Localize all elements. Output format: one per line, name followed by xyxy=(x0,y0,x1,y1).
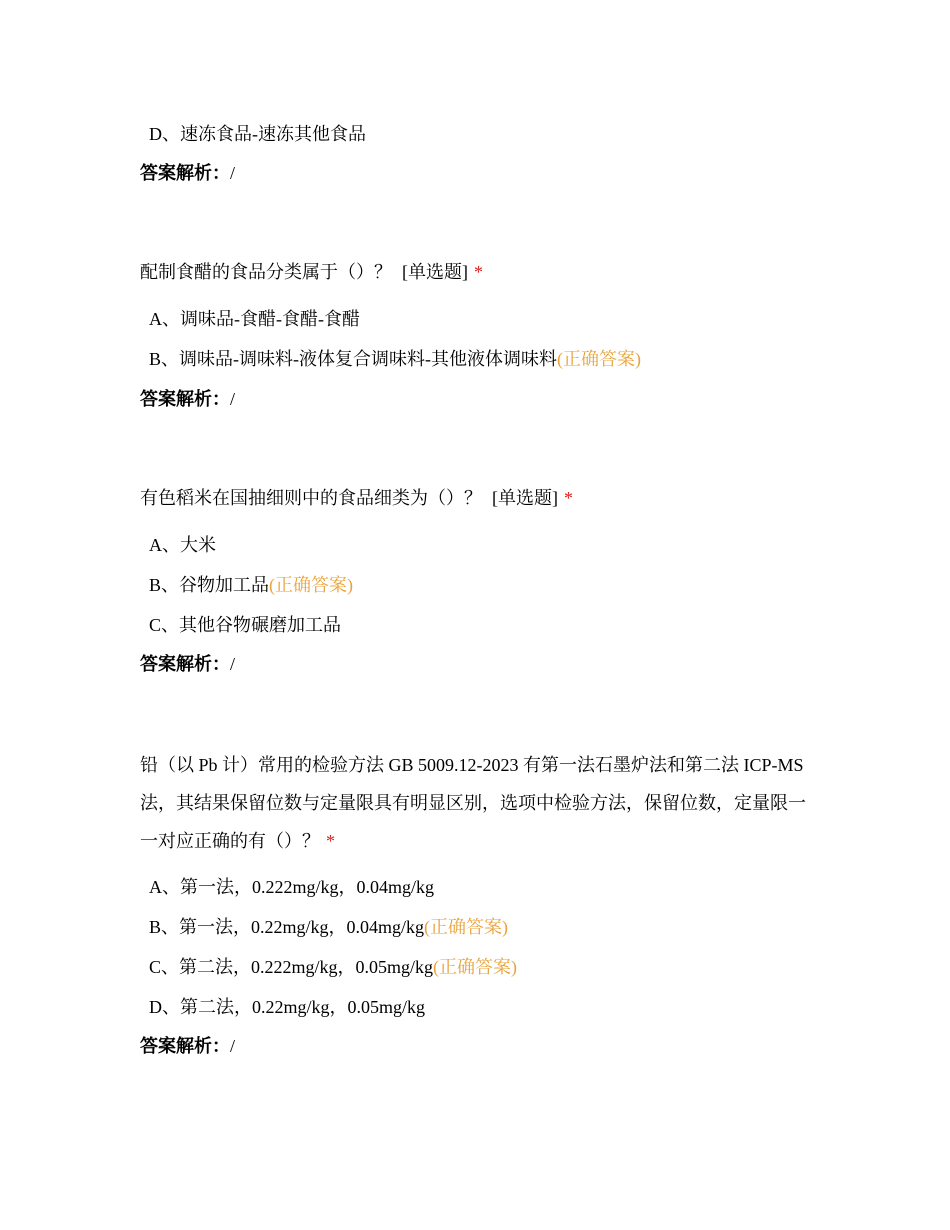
correct-answer-tag: (正确答案) xyxy=(424,917,509,937)
q2-option-b xyxy=(149,573,353,597)
q3-analysis xyxy=(140,1034,235,1058)
q1-option-a xyxy=(149,307,360,331)
q1-option-b xyxy=(149,347,641,371)
analysis-value: / xyxy=(230,1036,236,1056)
analysis-label: 答案解析： xyxy=(140,1036,230,1056)
question-text: 铅（以 Pb 计）常用的检验方法 GB 5009.12-2023 有第一法石墨炉法和第二法 ICP-MS 法，其结果保留位数与定量限具有明显区别，选项中检验方法，保留位数，定量限一一对应正确的有（）？ xyxy=(140,755,806,851)
required-mark: * xyxy=(564,488,573,508)
analysis-label: 答案解析： xyxy=(140,389,230,409)
analysis-label: 答案解析： xyxy=(140,654,230,674)
q3-question xyxy=(140,746,820,860)
q2-option-a xyxy=(149,533,216,557)
q3-option-b xyxy=(149,915,508,939)
q0-option-d xyxy=(149,122,366,146)
q2-analysis xyxy=(140,652,235,676)
option-text: A、第一法，0.222mg/kg，0.04mg/kg xyxy=(149,877,435,897)
option-text: D、速冻食品-速冻其他食品 xyxy=(149,124,366,144)
required-mark: * xyxy=(326,831,335,851)
required-mark: * xyxy=(474,262,483,282)
correct-answer-tag: (正确答案) xyxy=(269,575,354,595)
q2-option-c xyxy=(149,613,341,637)
q3-option-a xyxy=(149,875,434,899)
option-text: C、其他谷物碾磨加工品 xyxy=(149,615,342,635)
question-text: 配制食醋的食品分类属于（）？ xyxy=(140,262,392,282)
q2-question xyxy=(140,486,573,510)
question-type: [单选题] xyxy=(492,488,558,508)
question-type: [单选题] xyxy=(402,262,468,282)
q1-analysis xyxy=(140,387,235,411)
option-text: B、第一法，0.22mg/kg，0.04mg/kg xyxy=(149,917,425,937)
option-text: C、第二法，0.222mg/kg，0.05mg/kg xyxy=(149,957,434,977)
option-text: A、调味品-食醋-食醋-食醋 xyxy=(149,309,360,329)
analysis-value: / xyxy=(230,163,236,183)
q0-analysis xyxy=(140,161,235,185)
analysis-value: / xyxy=(230,654,236,674)
question-text: 有色稻米在国抽细则中的食品细类为（）？ xyxy=(140,488,482,508)
q1-question xyxy=(140,260,483,284)
option-text: D、第二法，0.22mg/kg，0.05mg/kg xyxy=(149,997,426,1017)
q3-option-c xyxy=(149,955,517,979)
option-text: A、大米 xyxy=(149,535,216,555)
correct-answer-tag: (正确答案) xyxy=(433,957,518,977)
q3-option-d xyxy=(149,995,425,1019)
analysis-value: / xyxy=(230,389,236,409)
option-text: B、调味品-调味料-液体复合调味料-其他液体调味料 xyxy=(149,349,557,369)
correct-answer-tag: (正确答案) xyxy=(557,349,641,369)
analysis-label: 答案解析： xyxy=(140,163,230,183)
option-text: B、谷物加工品 xyxy=(149,575,270,595)
